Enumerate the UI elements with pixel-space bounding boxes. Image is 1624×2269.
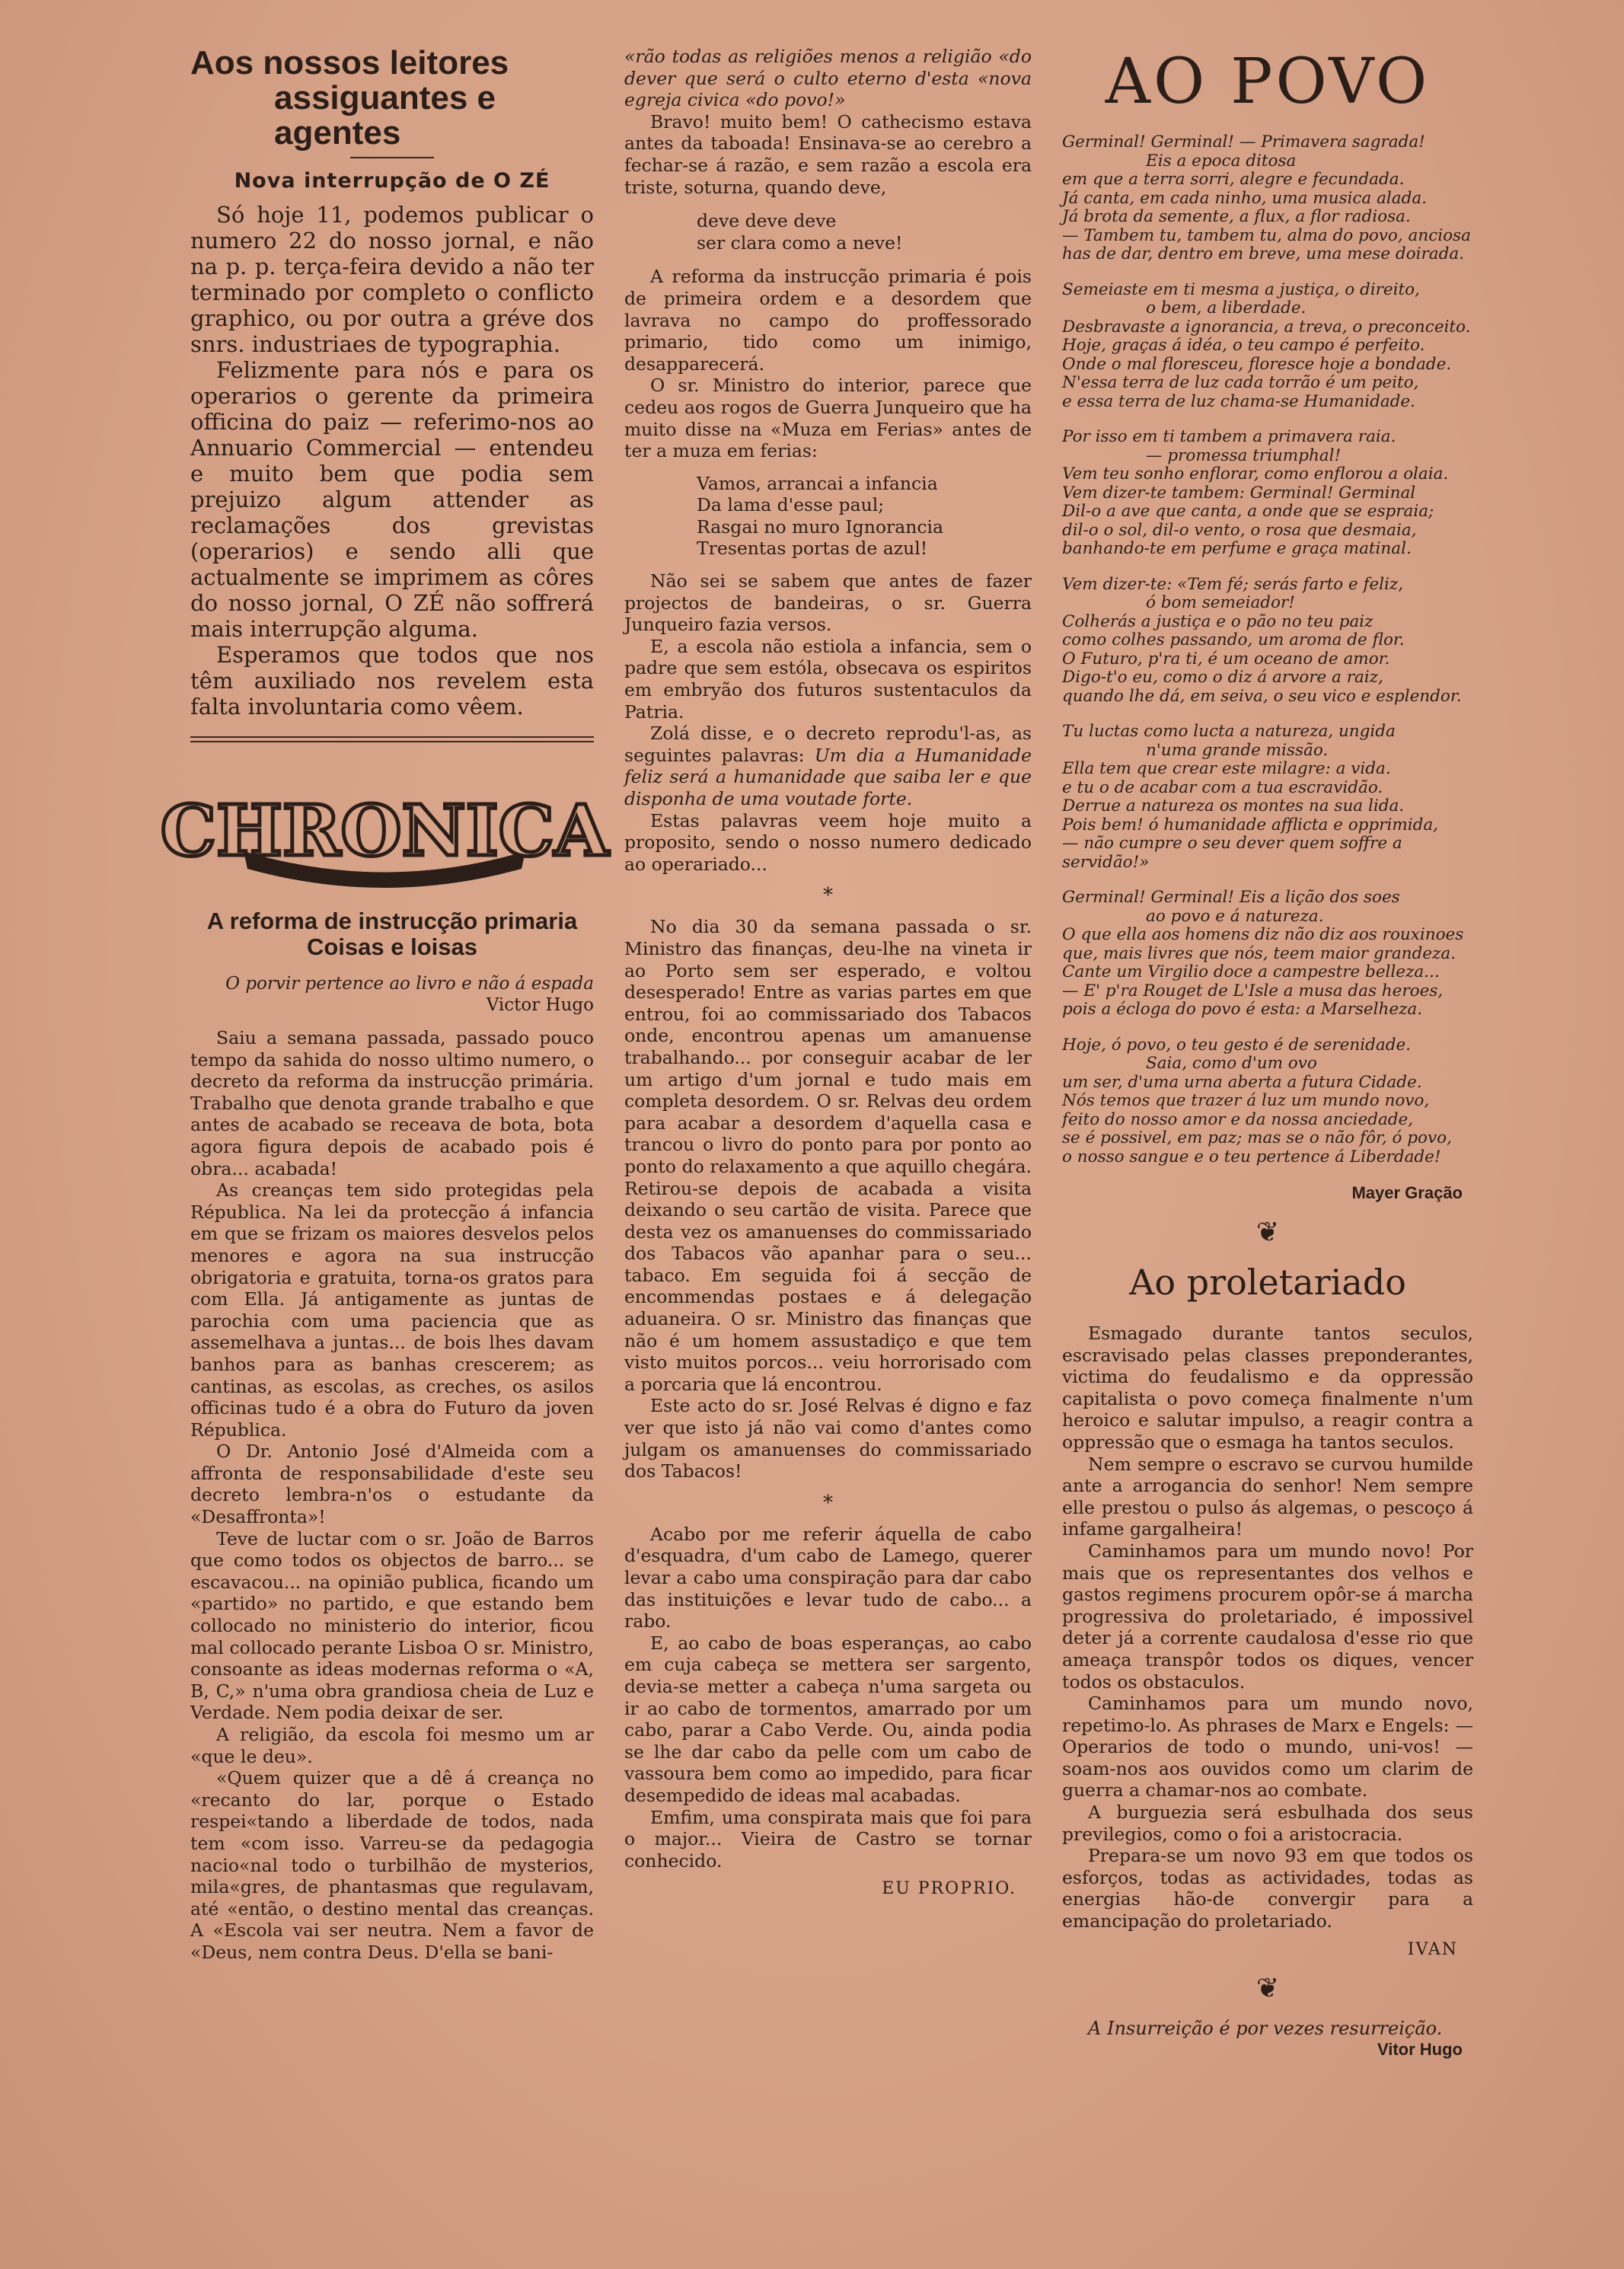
chronica-title-line2: Coisas e loisas <box>306 933 477 960</box>
double-rule <box>190 736 594 742</box>
chronica-title <box>190 908 594 960</box>
poem-line: e tu o de acabar com a tua escravidão. <box>1062 777 1383 797</box>
paragraph: Saiu a semana passada, passado pouco tempo da sahida do nosso ultimo numero, o decreto da reforma da instrucção primária. Trabalho que denota grande trabalho e que antes de acabado se receava de bota, bota agora figura depois de acabado pois é obra... acabada! <box>190 1027 594 1179</box>
paragraph: E, ao cabo de boas esperanças, ao cabo em cuja cabeça se mettera ser sargento, devia-se metter a cabeça n'uma sargeta ou ir ao cabo de tormentos, amarrado por um cabo, parar a Cabo Verde. Ou, ainda podia se lhe dar cabo da pelle com um cabo de vassoura bem como ao impedido, para ficar desempedido de ideas mal acabadas. <box>624 1632 1032 1806</box>
signature-eu-proprio: EU PROPRIO. <box>882 1879 1016 1899</box>
verse-block <box>624 210 1032 254</box>
poem-line: o bem, a liberdade. <box>1146 298 1307 318</box>
subheading-interrupcao: Nova interrupção de O ZÉ <box>234 169 550 193</box>
verse-line: ser clara como a neve! <box>697 231 903 254</box>
column-left <box>160 44 609 1964</box>
ornament-icon: ❦ <box>1255 1972 1280 2004</box>
verse-line: Rasgai no muro Ignorancia <box>697 515 944 538</box>
paragraph: «Quem quizer que a dê á creança no «recanto do lar, porque o Estado respei«tando a liberdade de todos, nada tem «com isso. Varreu-se da pedagogia nacio«nal todo o turbilhão de mysterios, mila«gres, de phantasmas que regulavam, até «então, o destino mental das creanças. A «Escola vai ser neutra. Nem a favor de «Deus, nem contra Deus. D'ella se bani- <box>190 1767 594 1963</box>
poem-line: Saia, como d'um ovo <box>1146 1054 1317 1073</box>
proletariado-title: Ao proletariado <box>1129 1262 1406 1303</box>
section-star: * <box>823 1491 833 1514</box>
poem-line: feito do nosso amor e da nossa anciedade, <box>1062 1109 1414 1129</box>
paragraph: Só hoje 11, podemos publicar o numero 22 do nosso jornal, e não na p. p. terça-feira devido a não ter terminado por completo o conflicto graphico, ou por outra a gréve dos snrs. industriaes de typographia. <box>190 202 594 357</box>
poem-line: ao povo e á natureza. <box>1146 906 1324 926</box>
poem-line: Germinal! Germinal! — Primavera sagrada! <box>1062 132 1425 152</box>
poem-line: em que a terra sorri, alegre e fecundada. <box>1062 170 1405 189</box>
poem-line: Vem dizer-te tambem: Germinal! Germinal <box>1062 483 1416 503</box>
poem-line: Nós temos que trazer á luz um mundo novo, <box>1062 1091 1430 1110</box>
paragraph: Felizmente para nós e para os operarios o gerente da primeira officina do paiz — referimo-nos ao Annuario Commercial — entendeu e muito bem que podia sem prejuizo algum attender as reclamações dos grevistas (operarios) e sendo alli que actualmente se imprimem as côres do nosso jornal, O ZÉ não soffrerá mais interrupção alguma. <box>190 357 594 642</box>
proletariado-body <box>1062 1323 1473 1932</box>
verse-block <box>624 473 1032 560</box>
poem-line: que, mais livres que nós, teem maior grandeza. <box>1062 943 1456 963</box>
chronica-body <box>190 1027 594 1964</box>
paragraph: A burguezia será esbulhada dos seus previlegios, como o foi a aristocracia. <box>1062 1801 1473 1845</box>
poem-line: n'uma grande missão. <box>1146 740 1329 760</box>
verse-line: Da lama d'esse paul; <box>697 494 885 516</box>
poem-line: Já brota da semente, a flux, a flor radiosa. <box>1062 207 1411 226</box>
paragraph: As creanças tem sido protegidas pela Républica. Na lei da protecção á infancia em que se frizam os maiores desvelos pelos menores e agora na sua instrucção obrigatoria e gratuita, torna-os gratos para com Ella. Já antigamente as juntas de parochia com uma paciencia que as assemelhava a juntas... de bois lhes davam banhos para as banhas crescerem; as cantinas, as escolas, as creches, os asilos officinas tudo é a obra do Futuro da joven Républica. <box>190 1179 594 1441</box>
paragraph: No dia 30 da semana passada o sr. Ministro das finanças, deu-lhe na vineta ir ao Porto sem ser esperado, e voltou desesperado! Entre as varias partes em que entrou, foi ao commissariado dos Tabacos onde, encontrou apenas um amanuense trabalhando... por conseguir acabar de ler um artigo d'um jornal e tudo mais em completa desordem. O sr. Relvas deu ordem para acabar a desordem d'aquella casa e trancou o livro do ponto para por ponto ao ponto do relaxamento a que aquillo chegára. Retirou-se depois de acabada a visita deixando o seu cartão de visita. Parece que desta vez os amanuenses do commissariado dos Tabacos vão apanhar para o seu... tabaco. Em seguida foi á secção de encommendas postaes e á delegação aduaneira. O sr. Ministro das finanças que não é um homem assustadiço e que tem visto muitos porcos... veiu horrorisado com a porcaria que lá encontrou. <box>624 916 1032 1395</box>
column-middle <box>624 46 1032 1898</box>
poem-stanza <box>1062 133 1473 264</box>
ornament-icon: ❦ <box>1255 1217 1280 1248</box>
poem-line: Hoje, graças á idéa, o teu campo é perfeito. <box>1062 336 1425 355</box>
poem-line: Ella tem que crear este milagre: a vida. <box>1062 759 1391 778</box>
poem-line: se é possivel, em paz; mas se o não fôr, ó povo, <box>1062 1128 1452 1147</box>
chronica-title-line1: A reforma de instrucção primaria <box>206 908 578 934</box>
poem-stanza <box>1062 723 1473 872</box>
poem-stanza <box>1062 428 1473 559</box>
poem-line: Colherás a justiça e o pão no teu paiz <box>1062 611 1374 631</box>
zola-quote: Um dia a Humanidade feliz será a humanidade que saiba ler e que disponha de uma voutade forte. <box>624 744 1032 809</box>
poem-line: — E' p'ra Rouget de L'Isle a musa das heroes, <box>1062 981 1444 1000</box>
poem-stanza <box>1062 576 1473 707</box>
paragraph: Este acto do sr. José Relvas é digno e faz ver que isto já não vai como d'antes como julgam os amanuenses do commissariado dos Tabacos! <box>624 1395 1032 1482</box>
poem-stanza <box>1062 889 1473 1020</box>
headline-line2: assiguantes e agentes <box>274 79 496 152</box>
poem-line: quando lhe dá, em seiva, o seu vico e esplendor. <box>1062 686 1462 706</box>
poem-line: has de dar, dentro em breve, uma mese doirada. <box>1062 244 1464 263</box>
paragraph: A religião, da escola foi mesmo um ar «que le deu». <box>190 1724 594 1767</box>
chronica-logo-text: CHRONICA <box>160 790 609 872</box>
poem-line: Dil-o a ave que canta, a onde que se espraia; <box>1062 502 1434 521</box>
poem-line: ó bom semeiador! <box>1146 593 1295 612</box>
paragraph: Nem sempre o escravo se curvou humilde ante a arrogancia do senhor! Nem sempre elle prestou o pulso ás algemas, o pescoço á infame gargalheira! <box>1062 1453 1473 1540</box>
poem-line: o nosso sangue e o teu pertence á Liberdade! <box>1062 1147 1441 1166</box>
poem-line: Hoje, ó povo, o teu gesto é de serenidade. <box>1062 1035 1412 1055</box>
epigraph: O porvir pertence ao livro e não á espada <box>225 974 594 994</box>
poem-line: Eis a epoca ditosa <box>1146 151 1297 171</box>
poem-line: Cante um Virgilio doce a campestre belleza... <box>1062 962 1440 981</box>
paragraph: Bravo! muito bem! O cathecismo estava antes da taboada! Ensinava-se ao cerebro a fechar-se á razão, e sem razão a escola era triste, soturna, quando deve, <box>624 110 1032 198</box>
poem-line: Pois bem! ó humanidade afflicta e opprimida, <box>1062 815 1439 835</box>
poem-line: Germinal! Germinal! Eis a lição dos soes <box>1062 888 1400 907</box>
poem-line: Já canta, em cada ninho, uma musica alada. <box>1062 188 1428 208</box>
paragraph: O Dr. Antonio José d'Almeida com a affronta de responsabilidade d'este seu decreto lembra-n'os o estudante da «Desaffronta»! <box>190 1441 594 1528</box>
paragraph: Esperamos que todos que nos têm auxiliado nos revelem esta falta involuntaria como vêem. <box>190 642 594 720</box>
chronica-logo <box>160 779 609 893</box>
closing-quote: A Insurreição é por vezes resurreição. <box>1088 2017 1443 2039</box>
poem-stanza <box>1062 1036 1473 1167</box>
paragraph: A reforma da instrucção primaria é pois de primeira ordem e a desordem que lavrava no campo do proffessorado primario, tido como um inimigo, desapparecerá. <box>624 266 1032 375</box>
poem-line: Digo-t'o eu, como o diz á arvore a raiz, <box>1062 668 1383 687</box>
poem-line: dil-o o sol, dil-o vento, o rosa que desmaia, <box>1062 520 1417 540</box>
poem-line: Vem dizer-te: «Tem fé; serás farto e feliz, <box>1062 574 1404 594</box>
poem-line: Derrue a natureza os montes na sua lida. <box>1062 796 1405 815</box>
paragraph: Acabo por me referir áquella de cabo d'esquadra, d'um cabo de Lamego, querer levar a cabo uma conspiração para dar cabo das instituições e levar tudo de cabo... a rabo. <box>624 1523 1032 1632</box>
poem-line: Por isso em ti tambem a primavera raia. <box>1062 427 1396 446</box>
poem-signature: Mayer Gração <box>1351 1183 1463 1202</box>
poem-line: O que ella aos homens diz não diz aos rouxinoes <box>1062 925 1464 944</box>
paragraph: Caminhamos para um mundo novo! Por mais que os representantes dos velhos e gastos regimens procurem opôr-se á marcha progressiva do proletariado, é impossivel deter já a corrente caudalosa d'esse rio que ameaça transpôr todos os diques, vencer todos os obstaculos. <box>1062 1540 1473 1693</box>
poem-line: — não cumpre o seu dever quem soffre a servidão!» <box>1062 834 1402 872</box>
verse-line: Vamos, arrancai a infancia <box>697 472 938 494</box>
verse-line: deve deve deve <box>697 210 837 232</box>
paragraph: Estas palavras veem hoje muito a proposito, sendo o nosso numero dedicado ao operariado... <box>624 809 1032 875</box>
poem-line: pois a écloga do povo é esta: a Marselheza. <box>1062 1000 1423 1019</box>
closing-quote-author: Vitor Hugo <box>1377 2039 1463 2059</box>
paragraph <box>624 723 1032 809</box>
paragraph: O sr. Ministro do interior, parece que cedeu aos rogos de Guerra Junqueiro que ha muito disse na «Muza em Ferias» antes de ter a muza em ferias: <box>624 375 1032 462</box>
paragraph: E, a escola não estiola a infancia, sem o padre que sem estóla, obsecava os espiritos em embryão dos futuros sustentaculos da Patria. <box>624 635 1032 723</box>
paragraph: Não sei se sabem que antes de fazer projectos de bandeiras, o sr. Guerra Junqueiro fazia versos. <box>624 570 1032 636</box>
poem-line: Onde o mal floresceu, floresce hoje a bondade. <box>1062 354 1452 374</box>
divider <box>350 157 434 158</box>
column-right <box>1062 46 1473 2063</box>
paragraph: «rão todas as religiões menos a religião «do dever que será o culto eterno d'esta «nova egreja civica «do povo!» <box>624 46 1032 111</box>
paragraph: Caminhamos para um mundo novo, repetimo-lo. As phrases de Marx e Engels: — Operarios de todo o mundo, uni-vos! — soam-nos aos ouvidos como um clarim de guerra a chamar-nos ao combate. <box>1062 1693 1473 1801</box>
paragraph: Prepara-se um novo 93 em que todos os esforços, todas as actividades, todas as energias hão-de convergir para a emancipação do proletariado. <box>1062 1845 1473 1932</box>
poem-line: como colhes passando, um aroma de flor. <box>1062 630 1405 649</box>
paragraph: Esmagado durante tantos seculos, escravisado pelas classes preponderantes, victima do feudalismo e da oppressão capitalista o povo começa finalmente n'um heroico e salutar impulso, a reagir contra a oppressão que o esmaga ha tantos seculos. <box>1062 1323 1473 1453</box>
poem-line: Tu luctas como lucta a natureza, ungida <box>1062 722 1396 741</box>
verse-line: Tresentas portas de azul! <box>697 538 928 560</box>
poem-line: O Futuro, p'ra ti, é um oceano de amor. <box>1062 649 1390 669</box>
paragraph-text: Zolá disse, e o decreto reprodu'l-as, as seguintes palavras: <box>624 723 1032 766</box>
poem-ao-povo <box>1062 133 1473 1166</box>
paragraph: Emfim, uma conspirata mais que foi para o major... Vieira de Castro se tornar conhecido. <box>624 1806 1032 1872</box>
poem-line: N'essa terra de luz cada torrão é um peito, <box>1062 373 1419 392</box>
poem-line: Vem teu sonho enflorar, como enflorou a olaia. <box>1062 464 1449 483</box>
poem-line: Desbravaste a ignorancia, a treva, o preconceito. <box>1062 317 1471 337</box>
poem-line: — Tambem tu, tambem tu, alma do povo, anciosa <box>1062 225 1471 245</box>
headline-line1: Aos nossos leitores <box>190 44 509 81</box>
section-star: * <box>823 884 833 908</box>
epigraph-author: Victor Hugo <box>486 995 594 1015</box>
poem-line: banhando-te em perfume e graça matinal. <box>1062 539 1412 558</box>
poem-line: — promessa triumphal! <box>1146 445 1342 465</box>
poem-line: um ser, d'uma urna aberta a futura Cidade. <box>1062 1072 1422 1092</box>
poem-line: e essa terra de luz chama-se Humanidade. <box>1062 391 1415 411</box>
paragraph: Teve de luctar com o sr. João de Barros que como todos os objectos de barro... se escavacou... na opinião publica, ficando um «partido» no partido, e que estando bem collocado no ministerio do interior, ficou mal collocado perante Lisboa O sr. Ministro, consoante as ideas modernas reforma o «A, B, C,» n'uma obra grandiosa cheia de Luz e Verdade. Nem podia deixar de ser. <box>190 1527 594 1724</box>
poem-line: Semeiaste em ti mesma a justiça, o direito, <box>1062 279 1420 299</box>
poem-title: AO POVO <box>1105 46 1431 118</box>
headline-leitores <box>190 46 594 151</box>
signature-ivan: IVAN <box>1407 1939 1458 1959</box>
poem-stanza <box>1062 281 1473 412</box>
